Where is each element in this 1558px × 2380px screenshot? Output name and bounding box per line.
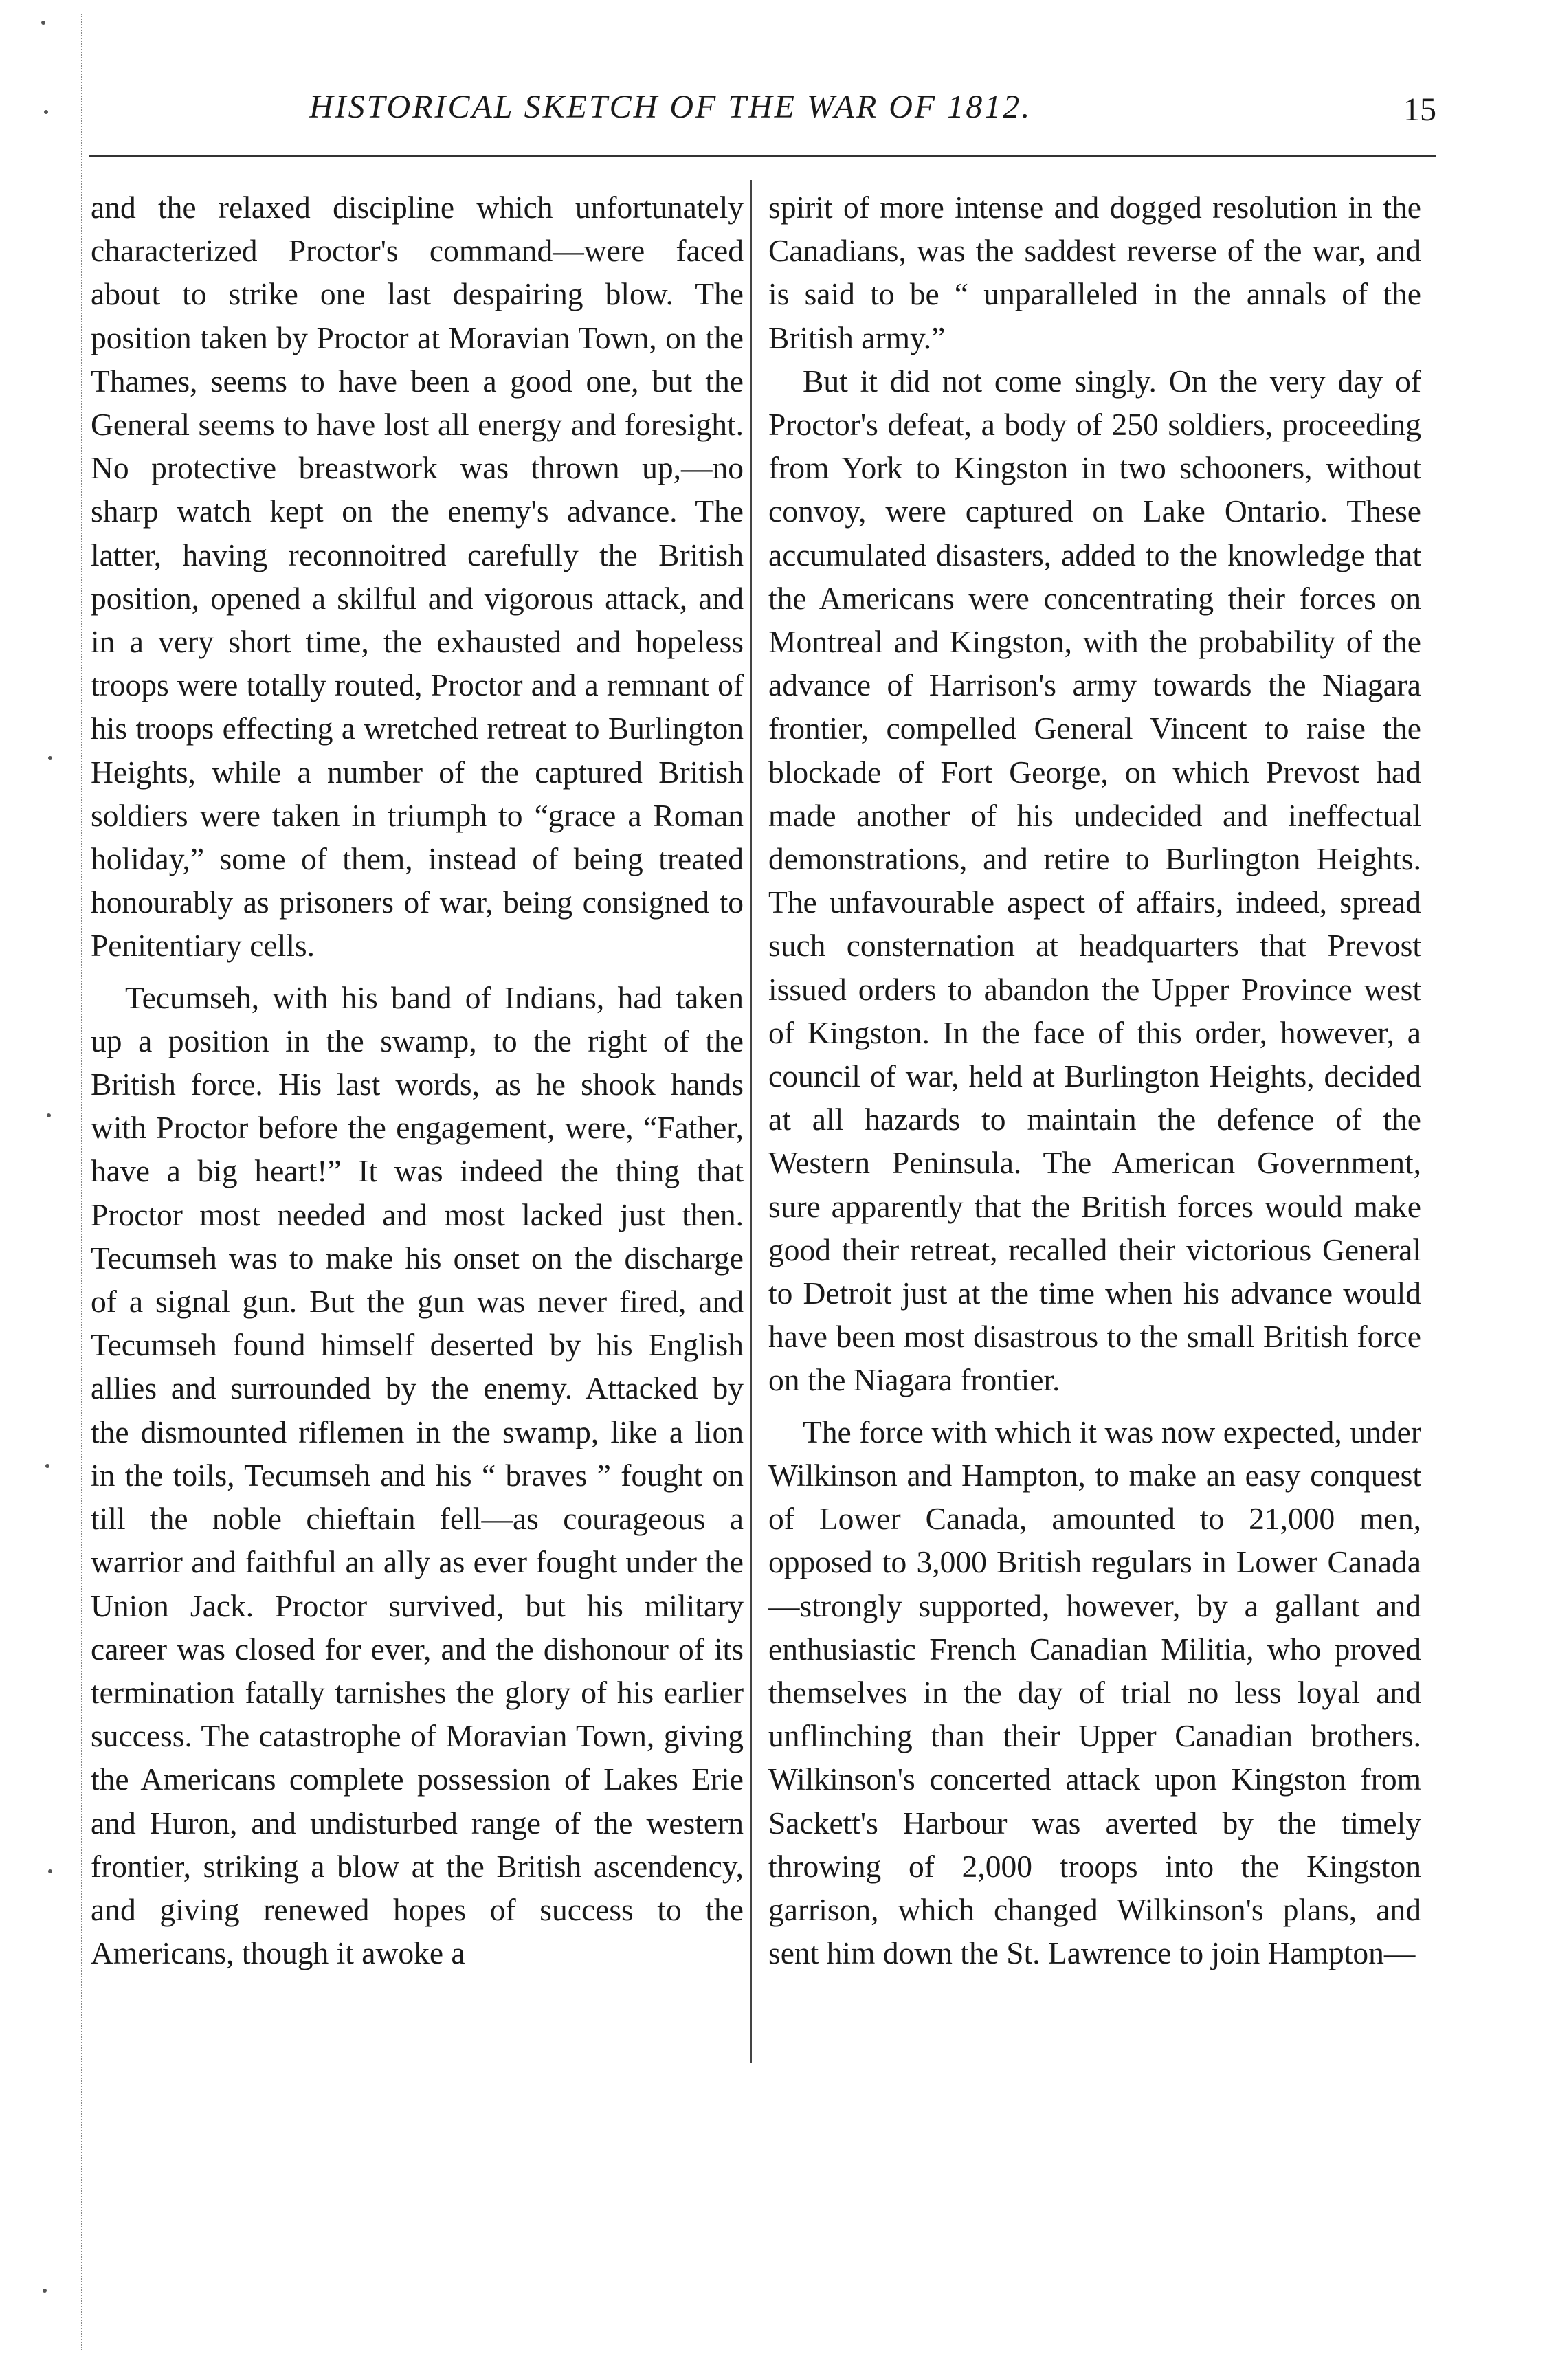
scan-speck <box>41 21 45 25</box>
right-paragraph-1: spirit of more intense and dogged resolution in the Canadians, was the saddest reverse of the war, and is said to be “ unparalleled in the annals of the British army.” <box>768 190 1421 355</box>
column-divider <box>750 180 752 2063</box>
right-paragraph-2: But it did not come singly. On the very day of Proctor's defeat, a body of 250 soldiers, proceeding from York to Kingston in two schooners, without convoy, were captured on Lake Ontario. These accumulated disasters, added to the knowledge that the Americans were concentrating their forces on Montreal and Kingston, with the probability of the advance of Harrison's army towards the Niagara frontier, compelled General Vincent to raise the blockade of Fort George, on which Prevost had made another of his undecided and ineffectual demonstrations, and retire to Burlington Heights. The unfavourable aspect of affairs, indeed, spread such consternation at headquarters that Prevost issued orders to abandon the Upper Province west of Kingston. In the face of this order, however, a council of war, held at Burlington Heights, decided at all hazards to maintain the defence of the Western Peninsula. The American Government, sure apparently that the British forces would make good their retreat, recalled their victorious General to Detroit just at the time when his advance would have been most disastrous to the small British force on the Niagara frontier. <box>768 363 1421 1398</box>
left-paragraph-2: Tecumseh, with his band of Indians, had taken up a position in the swamp, to the right of the British force. His last words, as he shook hands with Proctor before the engagement, were, “Father, have a big heart!” It was indeed the thing that Proctor most needed and most lacked just then. Tecumseh was to make his onset on the discharge of a signal gun. But the gun was never fired, and Tecumseh found himself deserted by his English allies and surrounded by the enemy. Attacked by the dismounted riflemen in the swamp, like a lion in the toils, Tecumseh and his “ braves ” fought on till the noble chieftain fell—as courageous a warrior and faithful an ally as ever fought under the Union Jack. Proctor survived, but his military career was closed for ever, and the dishonour of its termination fatally tarnishes the glory of his earlier success. The catastrophe of Moravian Town, giving the Americans complete possession of Lakes Erie and Huron, and undisturbed range of the western frontier, striking a blow at the British ascendency, and giving renewed hopes of success to the Americans, though it awoke a <box>91 979 744 1971</box>
scan-speck <box>48 756 52 760</box>
left-column <box>91 186 744 1975</box>
running-title: HISTORICAL SKETCH OF THE WAR OF 1812. <box>309 89 1032 125</box>
scan-speck <box>47 1113 51 1117</box>
scan-speck <box>43 2289 47 2293</box>
scan-speck <box>44 110 48 114</box>
left-paragraph-1: and the relaxed discipline which unfortunately characterized Proctor's command—were faced about to strike one last despairing blow. The position taken by Proctor at Moravian Town, on the Thames, seems to have been a good one, but the General seems to have lost all energy and foresight. No protective breastwork was thrown up,—no sharp watch kept on the enemy's advance. The latter, having reconnoitred carefully the British position, opened a skilful and vigorous attack, and in a very short time, the exhausted and hopeless troops were totally routed, Proctor and a remnant of his troops effecting a wretched retreat to Burlington Heights, while a number of the captured British soldiers were taken in triumph to “grace a Roman holiday,” some of them, instead of being treated honourably as prisoners of war, being consigned to Penitentiary cells. <box>91 190 744 964</box>
scan-speck <box>48 1869 52 1873</box>
header-rule <box>89 155 1436 157</box>
right-column <box>768 186 1421 1975</box>
scan-margin-artifacts <box>27 0 82 2380</box>
page-number: 15 <box>1403 91 1436 128</box>
scan-speck <box>45 1464 49 1468</box>
running-head <box>89 88 1436 143</box>
right-paragraph-3: The force with which it was now expected, under Wilkinson and Hampton, to make an easy conquest of Lower Canada, amounted to 21,000 men, opposed to 3,000 British regulars in Lower Canada—strongly supported, however, by a gallant and enthusiastic French Canadian Militia, who proved themselves in the day of trial no less loyal and unflinching than their Upper Canadian brothers. Wilkinson's concerted attack upon Kingston from Sackett's Harbour was averted by the timely throwing of 2,000 troops into the Kingston garrison, which changed Wilkinson's plans, and sent him down the St. Lawrence to join Hampton— <box>768 1414 1421 1971</box>
binding-edge-line <box>81 14 82 2350</box>
